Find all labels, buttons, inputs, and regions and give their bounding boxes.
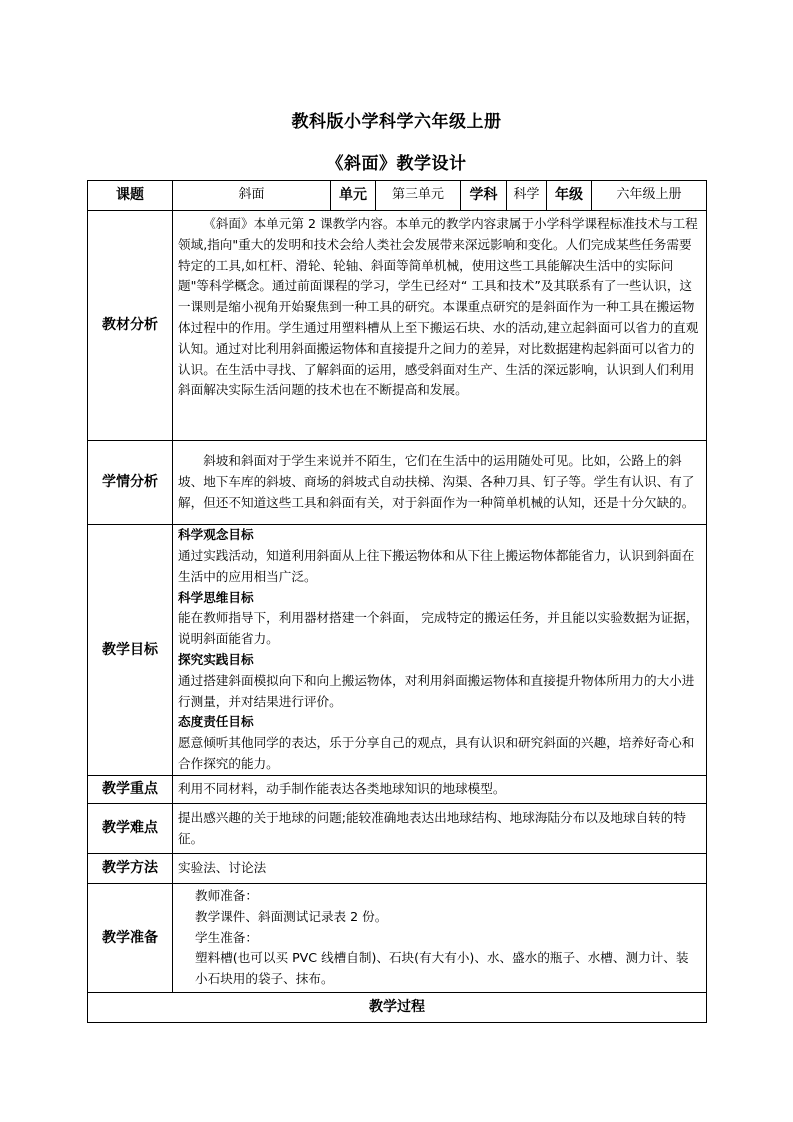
document-subtitle: 《斜面》教学设计 <box>326 154 467 174</box>
student-analysis-text: 斜坡和斜面对于学生来说并不陌生，它们在生活中的运用随处可见。比如，公路上的斜坡、地下车库的斜坡、商场的斜坡式自动扶梯、沟渠、各种刀具、钉子等。学生有认识、有了解，但还不知道这些工具和斜面有关，对于斜面作为一种简单机械的认知，还是十分欠缺的。 <box>173 441 707 525</box>
goal-heading: 探究实践目标 <box>178 652 254 667</box>
material-analysis-label: 教材分析 <box>88 211 173 441</box>
grade-value: 六年级上册 <box>592 181 707 211</box>
subject-label: 学科 <box>461 181 507 211</box>
key-points-label: 教学重点 <box>88 776 173 804</box>
difficulties-label: 教学难点 <box>88 804 173 854</box>
document-title: 教科版小学科学六年级上册 <box>291 112 502 132</box>
methods-text: 实验法、讨论法 <box>173 854 707 884</box>
preparation-row <box>88 884 707 993</box>
student-prep-items: 塑料槽(也可以买 PVC 线槽自制)、石块(有大有小)、水、盛水的瓶子、水槽、测力计、装小石块用的袋子、抹布。 <box>195 950 689 987</box>
key-points-row <box>88 776 707 804</box>
student-prep-heading: 学生准备： <box>195 929 258 945</box>
unit-value: 第三单元 <box>376 181 461 211</box>
preparation-content <box>173 884 707 993</box>
goal-heading: 态度责任目标 <box>178 714 254 730</box>
methods-label: 教学方法 <box>88 854 173 884</box>
goals-content <box>173 525 707 776</box>
material-analysis-row <box>88 211 707 441</box>
difficulties-row <box>88 804 707 854</box>
process-row <box>88 992 707 1022</box>
methods-row <box>88 854 707 884</box>
goal-heading: 科学思维目标 <box>178 589 254 605</box>
preparation-label: 教学准备 <box>88 884 173 993</box>
unit-label: 单元 <box>331 181 376 211</box>
goals-row <box>88 525 707 776</box>
topic-value: 斜面 <box>173 181 331 211</box>
process-heading: 教学过程 <box>88 992 707 1022</box>
grade-label: 年级 <box>547 181 592 211</box>
teacher-prep-items: 教学课件、斜面测试记录表 2 份。 <box>195 908 388 924</box>
student-analysis-label: 学情分析 <box>88 441 173 525</box>
material-analysis-text: 《斜面》本单元第 2 课教学内容。本单元的教学内容隶属于小学科学课程标准技术与工程领域,指向"重大的发明和技术会给人类社会发展带来深远影响和变化。人们完成某些任务需要特定的工具,如杠杆、滑轮、轮轴、斜面等简单机械，使用这些工具能解决生活中的实际问题"等科学概念。通过前面课程的学习，学生已经对“ 工具和技术”及其联系有了一些认识，这一课则是缩小视角开始聚焦到一种工具的研究。本课重点研究的是斜面作为一种工具在搬运物体过程中的作用。学生通过用塑料槽从上至下搬运石块、水的活动,建立起斜面可以省力的直观认知。通过对比利用斜面搬运物体和直接提升之间力的差异，对比数据建构起斜面可以省力的认识。在生活中寻找、了解斜面的运用，感受斜面对生产、生活的深远影响，认识到人们利用斜面解决实际生活问题的技术也在不断提高和发展。 <box>173 211 707 441</box>
teacher-prep-heading: 教师准备： <box>195 888 258 903</box>
goals-label: 教学目标 <box>88 525 173 776</box>
topic-label: 课题 <box>88 181 173 211</box>
goal-text: 能在教师指导下，利用器材搭建一个斜面， 完成特定的搬运任务，并且能以实验数据为证据，说明斜面能省力。 <box>178 610 699 647</box>
goal-heading: 科学观念目标 <box>178 527 254 543</box>
subject-value: 科学 <box>507 181 547 211</box>
goal-text: 愿意倾听其他同学的表达，乐于分享自己的观点，具有认识和研究斜面的兴趣，培养好奇心和合作探究的能力。 <box>178 735 695 771</box>
key-points-text: 利用不同材料，动手制作能表达各类地球知识的地球模型。 <box>173 776 707 804</box>
header-row <box>88 181 707 211</box>
difficulties-text: 提出感兴趣的关于地球的问题;能较准确地表达出地球结构、地球海陆分布以及地球自转的特征。 <box>173 804 707 854</box>
lesson-plan-table <box>87 180 707 1023</box>
student-analysis-row <box>88 441 707 525</box>
goal-text: 通过搭建斜面模拟向下和向上搬运物体，对利用斜面搬运物体和直接提升物体所用力的大小进行测量，并对结果进行评价。 <box>178 672 695 709</box>
goal-text: 通过实践活动，知道利用斜面从上往下搬运物体和从下往上搬运物体都能省力，认识到斜面在生活中的应用相当广泛。 <box>178 548 695 584</box>
